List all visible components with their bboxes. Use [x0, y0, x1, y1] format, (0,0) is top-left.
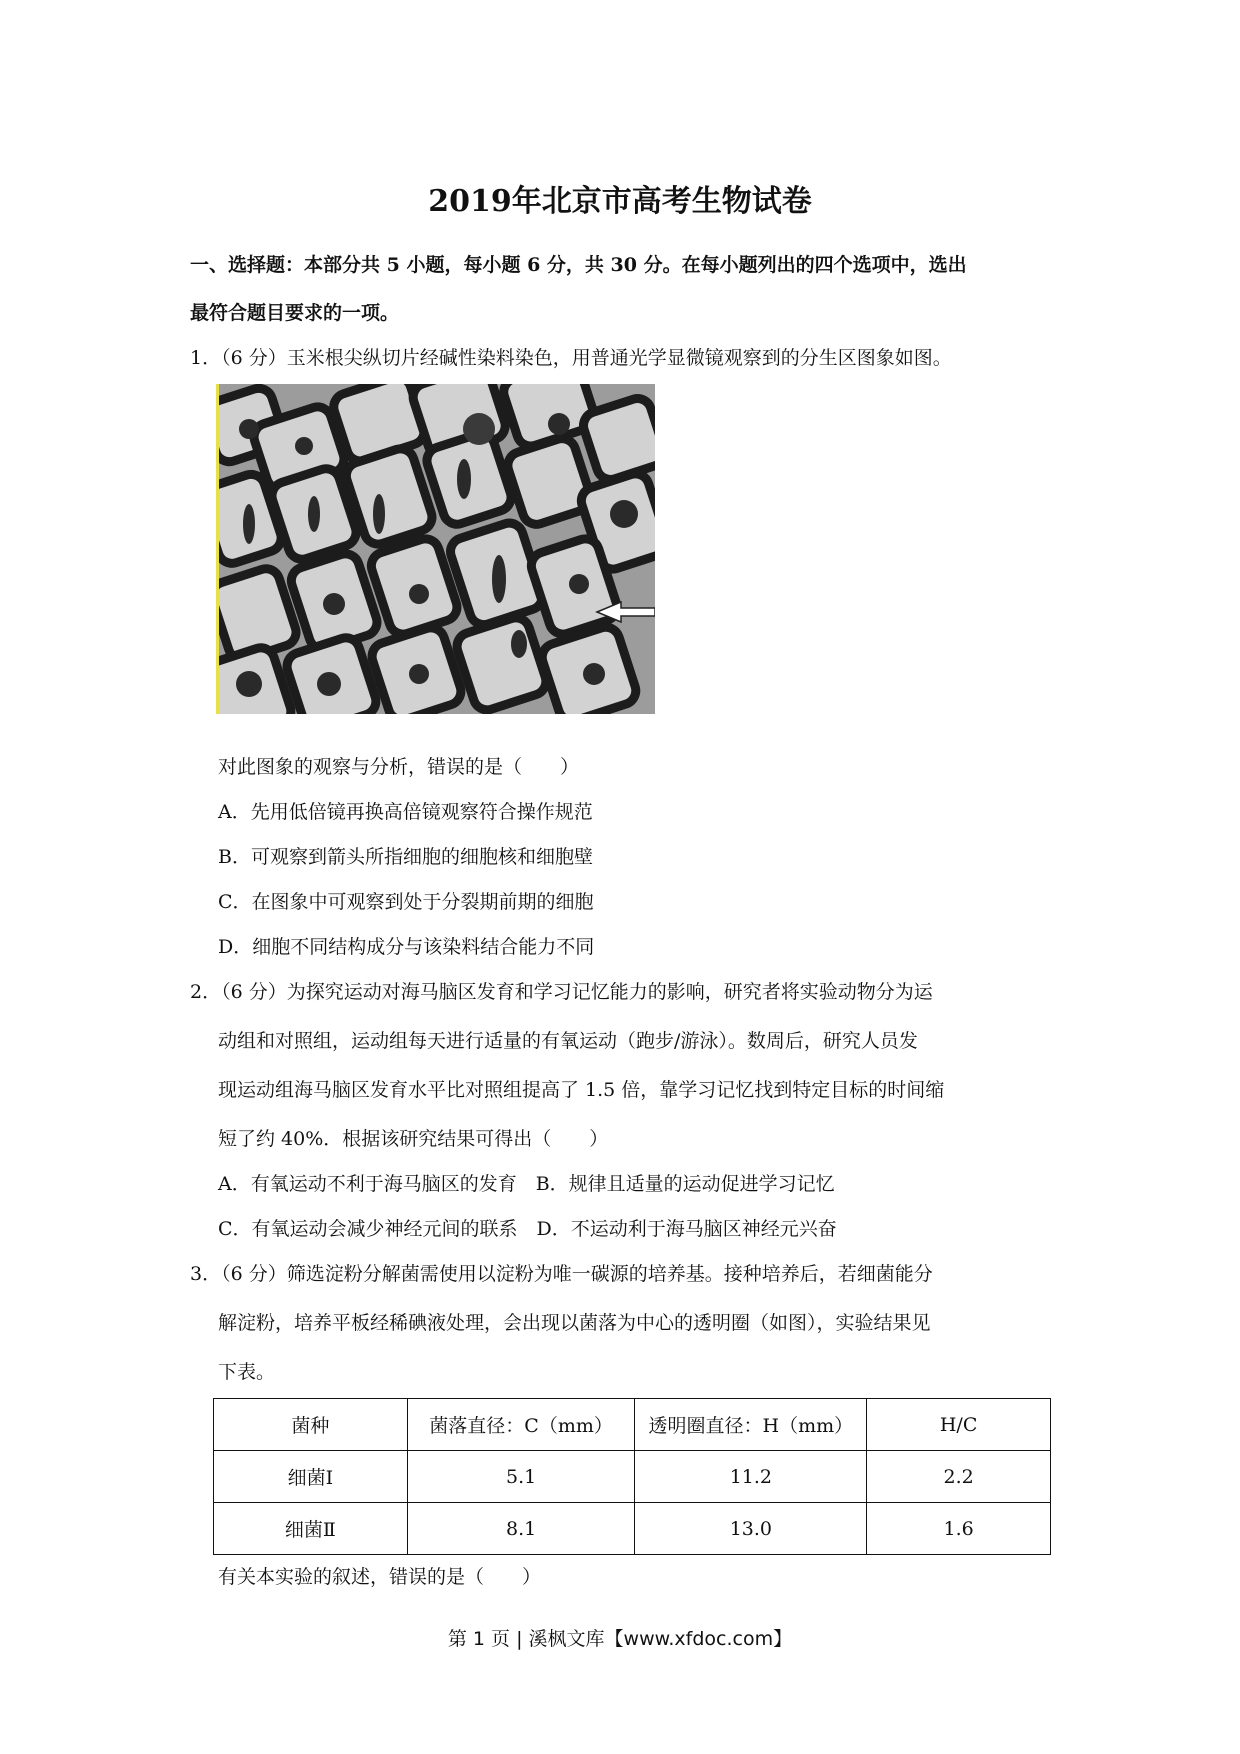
q3-question: 有关本实验的叙述，错误的是（ ）: [218, 1566, 542, 1588]
table-cell: 细菌Ⅱ: [214, 1503, 408, 1555]
table-cell: 13.0: [635, 1503, 867, 1555]
table-cell: 1.6: [867, 1503, 1051, 1555]
q1-option-b: B．可观察到箭头所指细胞的细胞核和细胞壁: [218, 846, 593, 868]
q1-question: 对此图象的观察与分析，错误的是（ ）: [218, 756, 580, 778]
table-cell: 11.2: [635, 1451, 867, 1503]
table-cell: 2.2: [867, 1451, 1051, 1503]
section-heading-line1: 一、选择题：本部分共 5 小题，每小题 6 分，共 30 分。在每小题列出的四个选项中，选出: [190, 254, 967, 276]
q2-options-row2: C．有氧运动会减少神经元间的联系 D．不运动利于海马脑区神经元兴奋: [218, 1218, 837, 1240]
q1-stem: 1．（6 分）玉米根尖纵切片经碱性染料染色，用普通光学显微镜观察到的分生区图象如图。: [190, 347, 952, 369]
table-row: [214, 1451, 1051, 1503]
table-header-row: [214, 1399, 1051, 1451]
page-title: 2019年北京市高考生物试卷: [428, 184, 812, 219]
q2-options-row1: A．有氧运动不利于海马脑区的发育 B．规律且适量的运动促进学习记忆: [218, 1173, 835, 1195]
results-table: [213, 1398, 1051, 1555]
table-header-cell: 菌落直径：C（mm）: [407, 1399, 635, 1451]
table-header-cell: 菌种: [214, 1399, 408, 1451]
q3-line3: 下表。: [218, 1361, 276, 1383]
table-row: [214, 1503, 1051, 1555]
table-header-cell: 透明圈直径：H（mm）: [635, 1399, 867, 1451]
micrograph-image: [216, 384, 655, 714]
q1-option-d: D．细胞不同结构成分与该染料结合能力不同: [218, 936, 595, 958]
q1-option-c: C．在图象中可观察到处于分裂期前期的细胞: [218, 891, 594, 913]
table-cell: 细菌Ⅰ: [214, 1451, 408, 1503]
q2-line4: 短了约 40%．根据该研究结果可得出（ ）: [218, 1128, 609, 1150]
q2-line2: 动组和对照组，运动组每天进行适量的有氧运动（跑步/游泳）。数周后，研究人员发: [218, 1030, 918, 1052]
page-footer: 第 1 页 | 溪枫文库【www.xfdoc.com】: [447, 1628, 793, 1650]
q3-line1: 3．（6 分）筛选淀粉分解菌需使用以淀粉为唯一碳源的培养基。接种培养后，若细菌能分: [190, 1263, 933, 1285]
q1-option-a: A．先用低倍镜再换高倍镜观察符合操作规范: [218, 801, 593, 823]
section-heading-line2: 最符合题目要求的一项。: [190, 302, 400, 324]
table-header-cell: H/C: [867, 1399, 1051, 1451]
table-cell: 5.1: [407, 1451, 635, 1503]
q2-line1: 2．（6 分）为探究运动对海马脑区发育和学习记忆能力的影响，研究者将实验动物分为运: [190, 981, 933, 1003]
q2-line3: 现运动组海马脑区发育水平比对照组提高了 1.5 倍，靠学习记忆找到特定目标的时间缩: [218, 1079, 945, 1101]
table-cell: 8.1: [407, 1503, 635, 1555]
q3-line2: 解淀粉，培养平板经稀碘液处理，会出现以菌落为中心的透明圈（如图），实验结果见: [218, 1312, 931, 1334]
micrograph-drawing: [219, 384, 655, 714]
